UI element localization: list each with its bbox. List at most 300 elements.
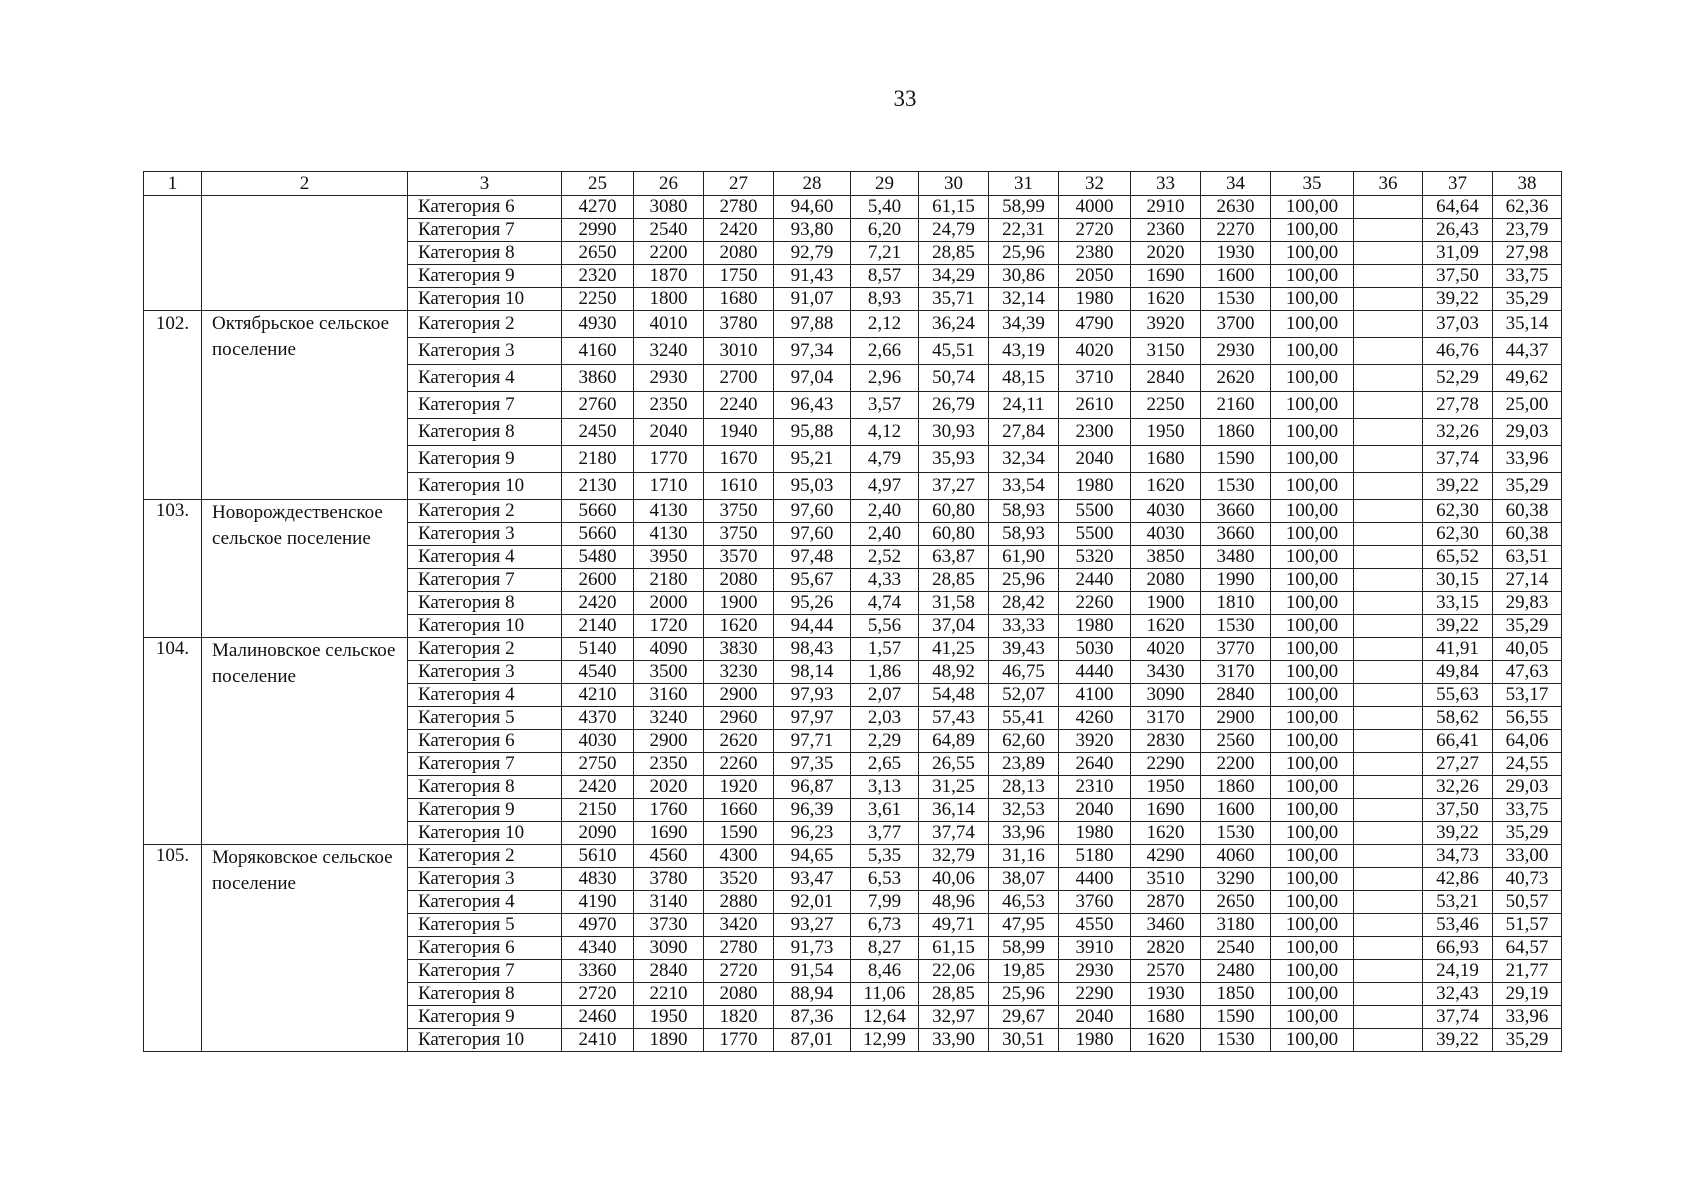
value-cell: 2650 [1201, 891, 1271, 914]
value-cell: 97,97 [774, 707, 851, 730]
value-cell: 33,90 [919, 1029, 989, 1052]
value-cell [1354, 730, 1423, 753]
value-cell: 2040 [634, 419, 704, 446]
value-cell: 92,79 [774, 242, 851, 265]
value-cell: 64,64 [1423, 196, 1493, 219]
value-cell: 3360 [562, 960, 634, 983]
value-cell: 2,65 [851, 753, 919, 776]
value-cell: 2700 [704, 365, 774, 392]
category-cell: Категория 2 [408, 638, 562, 661]
value-cell: 33,75 [1493, 799, 1562, 822]
value-cell: 96,23 [774, 822, 851, 845]
value-cell: 4440 [1059, 661, 1131, 684]
value-cell: 41,25 [919, 638, 989, 661]
value-cell: 3910 [1059, 937, 1131, 960]
value-cell: 49,84 [1423, 661, 1493, 684]
value-cell [1354, 392, 1423, 419]
value-cell: 29,03 [1493, 419, 1562, 446]
value-cell: 5,56 [851, 615, 919, 638]
value-cell: 37,74 [1423, 1006, 1493, 1029]
value-cell: 1890 [634, 1029, 704, 1052]
category-cell: Категория 7 [408, 392, 562, 419]
value-cell: 2040 [1059, 1006, 1131, 1029]
value-cell: 22,31 [989, 219, 1059, 242]
value-cell: 100,00 [1271, 219, 1354, 242]
value-cell: 3480 [1201, 546, 1271, 569]
value-cell: 4270 [562, 196, 634, 219]
value-cell: 100,00 [1271, 1029, 1354, 1052]
value-cell: 31,58 [919, 592, 989, 615]
column-header: 31 [989, 172, 1059, 196]
value-cell [1354, 753, 1423, 776]
value-cell: 3170 [1201, 661, 1271, 684]
value-cell: 39,22 [1423, 615, 1493, 638]
value-cell: 95,67 [774, 569, 851, 592]
value-cell: 32,79 [919, 845, 989, 868]
table-row [144, 638, 1562, 661]
category-cell: Категория 4 [408, 684, 562, 707]
value-cell: 5,35 [851, 845, 919, 868]
value-cell: 1530 [1201, 1029, 1271, 1052]
value-cell: 52,07 [989, 684, 1059, 707]
value-cell: 4400 [1059, 868, 1131, 891]
value-cell: 100,00 [1271, 799, 1354, 822]
value-cell: 40,06 [919, 868, 989, 891]
column-header: 30 [919, 172, 989, 196]
table-row [144, 500, 1562, 523]
value-cell: 66,93 [1423, 937, 1493, 960]
value-cell: 94,65 [774, 845, 851, 868]
value-cell: 43,19 [989, 338, 1059, 365]
column-header: 28 [774, 172, 851, 196]
value-cell: 1980 [1059, 1029, 1131, 1052]
value-cell: 1800 [634, 288, 704, 311]
value-cell: 2910 [1131, 196, 1201, 219]
column-header: 37 [1423, 172, 1493, 196]
column-header: 38 [1493, 172, 1562, 196]
value-cell: 100,00 [1271, 569, 1354, 592]
value-cell: 23,79 [1493, 219, 1562, 242]
value-cell: 100,00 [1271, 473, 1354, 500]
value-cell: 35,29 [1493, 822, 1562, 845]
value-cell: 31,16 [989, 845, 1059, 868]
column-header: 1 [144, 172, 202, 196]
value-cell: 2,52 [851, 546, 919, 569]
value-cell [1354, 265, 1423, 288]
value-cell: 23,89 [989, 753, 1059, 776]
value-cell: 2760 [562, 392, 634, 419]
value-cell [1354, 365, 1423, 392]
value-cell: 49,71 [919, 914, 989, 937]
value-cell: 58,62 [1423, 707, 1493, 730]
value-cell: 96,43 [774, 392, 851, 419]
value-cell: 100,00 [1271, 500, 1354, 523]
value-cell: 2720 [1059, 219, 1131, 242]
value-cell: 48,96 [919, 891, 989, 914]
value-cell: 2310 [1059, 776, 1131, 799]
value-cell: 32,97 [919, 1006, 989, 1029]
value-cell: 3710 [1059, 365, 1131, 392]
value-cell: 2,40 [851, 523, 919, 546]
value-cell: 46,53 [989, 891, 1059, 914]
value-cell: 48,92 [919, 661, 989, 684]
value-cell: 64,57 [1493, 937, 1562, 960]
value-cell: 4,33 [851, 569, 919, 592]
value-cell: 36,24 [919, 311, 989, 338]
value-cell: 57,43 [919, 707, 989, 730]
value-cell: 97,34 [774, 338, 851, 365]
value-cell: 100,00 [1271, 392, 1354, 419]
value-cell: 3570 [704, 546, 774, 569]
value-cell: 3,61 [851, 799, 919, 822]
value-cell: 100,00 [1271, 1006, 1354, 1029]
value-cell: 1590 [1201, 446, 1271, 473]
value-cell: 1900 [1131, 592, 1201, 615]
category-cell: Категория 4 [408, 891, 562, 914]
value-cell: 46,76 [1423, 338, 1493, 365]
value-cell: 39,22 [1423, 473, 1493, 500]
value-cell: 1920 [704, 776, 774, 799]
value-cell: 100,00 [1271, 684, 1354, 707]
value-cell: 4,74 [851, 592, 919, 615]
value-cell: 100,00 [1271, 937, 1354, 960]
category-cell: Категория 8 [408, 592, 562, 615]
value-cell: 2350 [634, 753, 704, 776]
value-cell: 1690 [1131, 265, 1201, 288]
value-cell: 33,75 [1493, 265, 1562, 288]
value-cell: 94,44 [774, 615, 851, 638]
value-cell: 27,27 [1423, 753, 1493, 776]
row-number: 102. [144, 311, 202, 500]
value-cell: 26,43 [1423, 219, 1493, 242]
value-cell: 61,90 [989, 546, 1059, 569]
value-cell: 2900 [634, 730, 704, 753]
value-cell: 1980 [1059, 473, 1131, 500]
category-cell: Категория 10 [408, 473, 562, 500]
value-cell: 2820 [1131, 937, 1201, 960]
value-cell: 53,17 [1493, 684, 1562, 707]
value-cell: 4030 [562, 730, 634, 753]
value-cell: 1930 [1201, 242, 1271, 265]
value-cell: 2200 [634, 242, 704, 265]
value-cell: 4030 [1131, 523, 1201, 546]
value-cell: 60,38 [1493, 523, 1562, 546]
value-cell: 2870 [1131, 891, 1201, 914]
value-cell: 1530 [1201, 822, 1271, 845]
value-cell: 1810 [1201, 592, 1271, 615]
value-cell [1354, 638, 1423, 661]
value-cell: 2040 [1059, 446, 1131, 473]
value-cell: 2900 [704, 684, 774, 707]
value-cell: 62,30 [1423, 500, 1493, 523]
value-cell [1354, 960, 1423, 983]
value-cell: 2140 [562, 615, 634, 638]
value-cell: 12,99 [851, 1029, 919, 1052]
value-cell: 47,63 [1493, 661, 1562, 684]
category-cell: Категория 2 [408, 311, 562, 338]
value-cell: 98,43 [774, 638, 851, 661]
value-cell: 100,00 [1271, 338, 1354, 365]
value-cell: 33,96 [989, 822, 1059, 845]
value-cell: 3750 [704, 523, 774, 546]
value-cell: 91,54 [774, 960, 851, 983]
value-cell: 2270 [1201, 219, 1271, 242]
value-cell: 1680 [1131, 446, 1201, 473]
value-cell: 4020 [1059, 338, 1131, 365]
value-cell [1354, 569, 1423, 592]
value-cell [1354, 196, 1423, 219]
value-cell: 1620 [704, 615, 774, 638]
value-cell: 63,87 [919, 546, 989, 569]
value-cell: 97,71 [774, 730, 851, 753]
value-cell: 5180 [1059, 845, 1131, 868]
value-cell: 3160 [634, 684, 704, 707]
value-cell [1354, 242, 1423, 265]
value-cell: 1950 [1131, 776, 1201, 799]
value-cell: 97,60 [774, 523, 851, 546]
value-cell: 2300 [1059, 419, 1131, 446]
value-cell: 2840 [1201, 684, 1271, 707]
value-cell [1354, 891, 1423, 914]
settlement-name [202, 196, 408, 311]
value-cell: 2240 [704, 392, 774, 419]
value-cell: 27,84 [989, 419, 1059, 446]
value-cell: 3510 [1131, 868, 1201, 891]
value-cell: 1950 [634, 1006, 704, 1029]
value-cell: 4,97 [851, 473, 919, 500]
value-cell [1354, 845, 1423, 868]
value-cell: 25,96 [989, 242, 1059, 265]
value-cell: 55,63 [1423, 684, 1493, 707]
data-table [143, 171, 1562, 1052]
value-cell: 2090 [562, 822, 634, 845]
value-cell: 6,73 [851, 914, 919, 937]
value-cell: 30,86 [989, 265, 1059, 288]
value-cell: 31,09 [1423, 242, 1493, 265]
category-cell: Категория 10 [408, 615, 562, 638]
value-cell: 35,93 [919, 446, 989, 473]
value-cell: 4930 [562, 311, 634, 338]
value-cell: 37,03 [1423, 311, 1493, 338]
value-cell: 50,57 [1493, 891, 1562, 914]
value-cell: 1680 [704, 288, 774, 311]
value-cell: 87,01 [774, 1029, 851, 1052]
value-cell: 100,00 [1271, 845, 1354, 868]
value-cell: 3950 [634, 546, 704, 569]
category-cell: Категория 3 [408, 661, 562, 684]
header-row [144, 172, 1562, 196]
value-cell: 24,19 [1423, 960, 1493, 983]
value-cell: 1590 [1201, 1006, 1271, 1029]
value-cell: 100,00 [1271, 914, 1354, 937]
value-cell: 25,96 [989, 569, 1059, 592]
value-cell: 2360 [1131, 219, 1201, 242]
value-cell: 3830 [704, 638, 774, 661]
value-cell: 3170 [1131, 707, 1201, 730]
value-cell: 2320 [562, 265, 634, 288]
value-cell: 58,93 [989, 500, 1059, 523]
value-cell: 41,91 [1423, 638, 1493, 661]
page-number: 33 [893, 86, 917, 111]
value-cell: 32,26 [1423, 776, 1493, 799]
value-cell: 97,48 [774, 546, 851, 569]
value-cell [1354, 1006, 1423, 1029]
value-cell: 100,00 [1271, 419, 1354, 446]
value-cell: 2840 [634, 960, 704, 983]
value-cell [1354, 937, 1423, 960]
value-cell: 2130 [562, 473, 634, 500]
value-cell: 24,11 [989, 392, 1059, 419]
value-cell: 55,41 [989, 707, 1059, 730]
value-cell: 7,99 [851, 891, 919, 914]
value-cell: 4060 [1201, 845, 1271, 868]
column-header: 26 [634, 172, 704, 196]
value-cell: 2260 [1059, 592, 1131, 615]
value-cell: 100,00 [1271, 983, 1354, 1006]
row-number: 103. [144, 500, 202, 638]
value-cell: 33,00 [1493, 845, 1562, 868]
value-cell: 12,64 [851, 1006, 919, 1029]
value-cell: 44,37 [1493, 338, 1562, 365]
category-cell: Категория 8 [408, 776, 562, 799]
value-cell: 1940 [704, 419, 774, 446]
value-cell: 3,77 [851, 822, 919, 845]
value-cell: 2250 [562, 288, 634, 311]
value-cell: 2080 [704, 983, 774, 1006]
value-cell: 3230 [704, 661, 774, 684]
value-cell: 28,42 [989, 592, 1059, 615]
value-cell: 2610 [1059, 392, 1131, 419]
value-cell: 4340 [562, 937, 634, 960]
value-cell: 29,83 [1493, 592, 1562, 615]
category-cell: Категория 3 [408, 523, 562, 546]
value-cell: 2620 [1201, 365, 1271, 392]
value-cell: 35,29 [1493, 615, 1562, 638]
value-cell: 93,47 [774, 868, 851, 891]
value-cell: 2780 [704, 937, 774, 960]
value-cell: 54,48 [919, 684, 989, 707]
category-cell: Категория 8 [408, 419, 562, 446]
value-cell: 49,62 [1493, 365, 1562, 392]
column-header: 33 [1131, 172, 1201, 196]
value-cell: 4260 [1059, 707, 1131, 730]
settlement-name: Моряковское сельское поселение [202, 845, 408, 1052]
value-cell: 2080 [704, 242, 774, 265]
value-cell: 2200 [1201, 753, 1271, 776]
value-cell: 2460 [562, 1006, 634, 1029]
table-row [144, 845, 1562, 868]
value-cell: 95,21 [774, 446, 851, 473]
value-cell: 4790 [1059, 311, 1131, 338]
value-cell: 21,77 [1493, 960, 1562, 983]
value-cell: 2420 [704, 219, 774, 242]
column-header: 29 [851, 172, 919, 196]
column-header: 36 [1354, 172, 1423, 196]
value-cell: 1850 [1201, 983, 1271, 1006]
value-cell: 2000 [634, 592, 704, 615]
value-cell: 51,57 [1493, 914, 1562, 937]
value-cell: 4020 [1131, 638, 1201, 661]
value-cell: 3920 [1059, 730, 1131, 753]
value-cell: 2210 [634, 983, 704, 1006]
value-cell: 1860 [1201, 776, 1271, 799]
value-cell: 60,80 [919, 523, 989, 546]
value-cell: 95,88 [774, 419, 851, 446]
category-cell: Категория 9 [408, 799, 562, 822]
value-cell [1354, 684, 1423, 707]
value-cell: 100,00 [1271, 891, 1354, 914]
value-cell: 2160 [1201, 392, 1271, 419]
value-cell [1354, 288, 1423, 311]
value-cell: 1600 [1201, 265, 1271, 288]
value-cell: 3700 [1201, 311, 1271, 338]
value-cell: 50,74 [919, 365, 989, 392]
value-cell: 91,07 [774, 288, 851, 311]
value-cell: 1820 [704, 1006, 774, 1029]
value-cell: 11,06 [851, 983, 919, 1006]
value-cell: 3,13 [851, 776, 919, 799]
value-cell: 1620 [1131, 1029, 1201, 1052]
value-cell: 47,95 [989, 914, 1059, 937]
category-cell: Категория 5 [408, 914, 562, 937]
value-cell [1354, 707, 1423, 730]
value-cell: 100,00 [1271, 730, 1354, 753]
value-cell: 8,57 [851, 265, 919, 288]
column-header: 3 [408, 172, 562, 196]
value-cell [1354, 1029, 1423, 1052]
value-cell [1354, 311, 1423, 338]
value-cell: 1,57 [851, 638, 919, 661]
value-cell: 2720 [562, 983, 634, 1006]
value-cell: 2040 [1059, 799, 1131, 822]
value-cell: 97,88 [774, 311, 851, 338]
value-cell: 3920 [1131, 311, 1201, 338]
value-cell: 2750 [562, 753, 634, 776]
value-cell: 3010 [704, 338, 774, 365]
value-cell: 1530 [1201, 615, 1271, 638]
value-cell: 2450 [562, 419, 634, 446]
value-cell: 53,46 [1423, 914, 1493, 937]
value-cell: 91,43 [774, 265, 851, 288]
value-cell: 2420 [562, 592, 634, 615]
value-cell: 100,00 [1271, 265, 1354, 288]
value-cell: 1680 [1131, 1006, 1201, 1029]
value-cell: 24,79 [919, 219, 989, 242]
value-cell: 100,00 [1271, 242, 1354, 265]
category-cell: Категория 4 [408, 546, 562, 569]
row-number [144, 196, 202, 311]
value-cell: 100,00 [1271, 707, 1354, 730]
value-cell: 33,33 [989, 615, 1059, 638]
row-number: 104. [144, 638, 202, 845]
value-cell [1354, 419, 1423, 446]
value-cell: 1530 [1201, 288, 1271, 311]
value-cell [1354, 868, 1423, 891]
value-cell: 2440 [1059, 569, 1131, 592]
value-cell: 4370 [562, 707, 634, 730]
value-cell: 4560 [634, 845, 704, 868]
value-cell: 5030 [1059, 638, 1131, 661]
value-cell: 28,85 [919, 569, 989, 592]
value-cell: 97,35 [774, 753, 851, 776]
value-cell: 22,06 [919, 960, 989, 983]
value-cell: 8,27 [851, 937, 919, 960]
value-cell: 100,00 [1271, 592, 1354, 615]
value-cell: 2260 [704, 753, 774, 776]
value-cell: 32,26 [1423, 419, 1493, 446]
value-cell: 1590 [704, 822, 774, 845]
value-cell: 27,78 [1423, 392, 1493, 419]
